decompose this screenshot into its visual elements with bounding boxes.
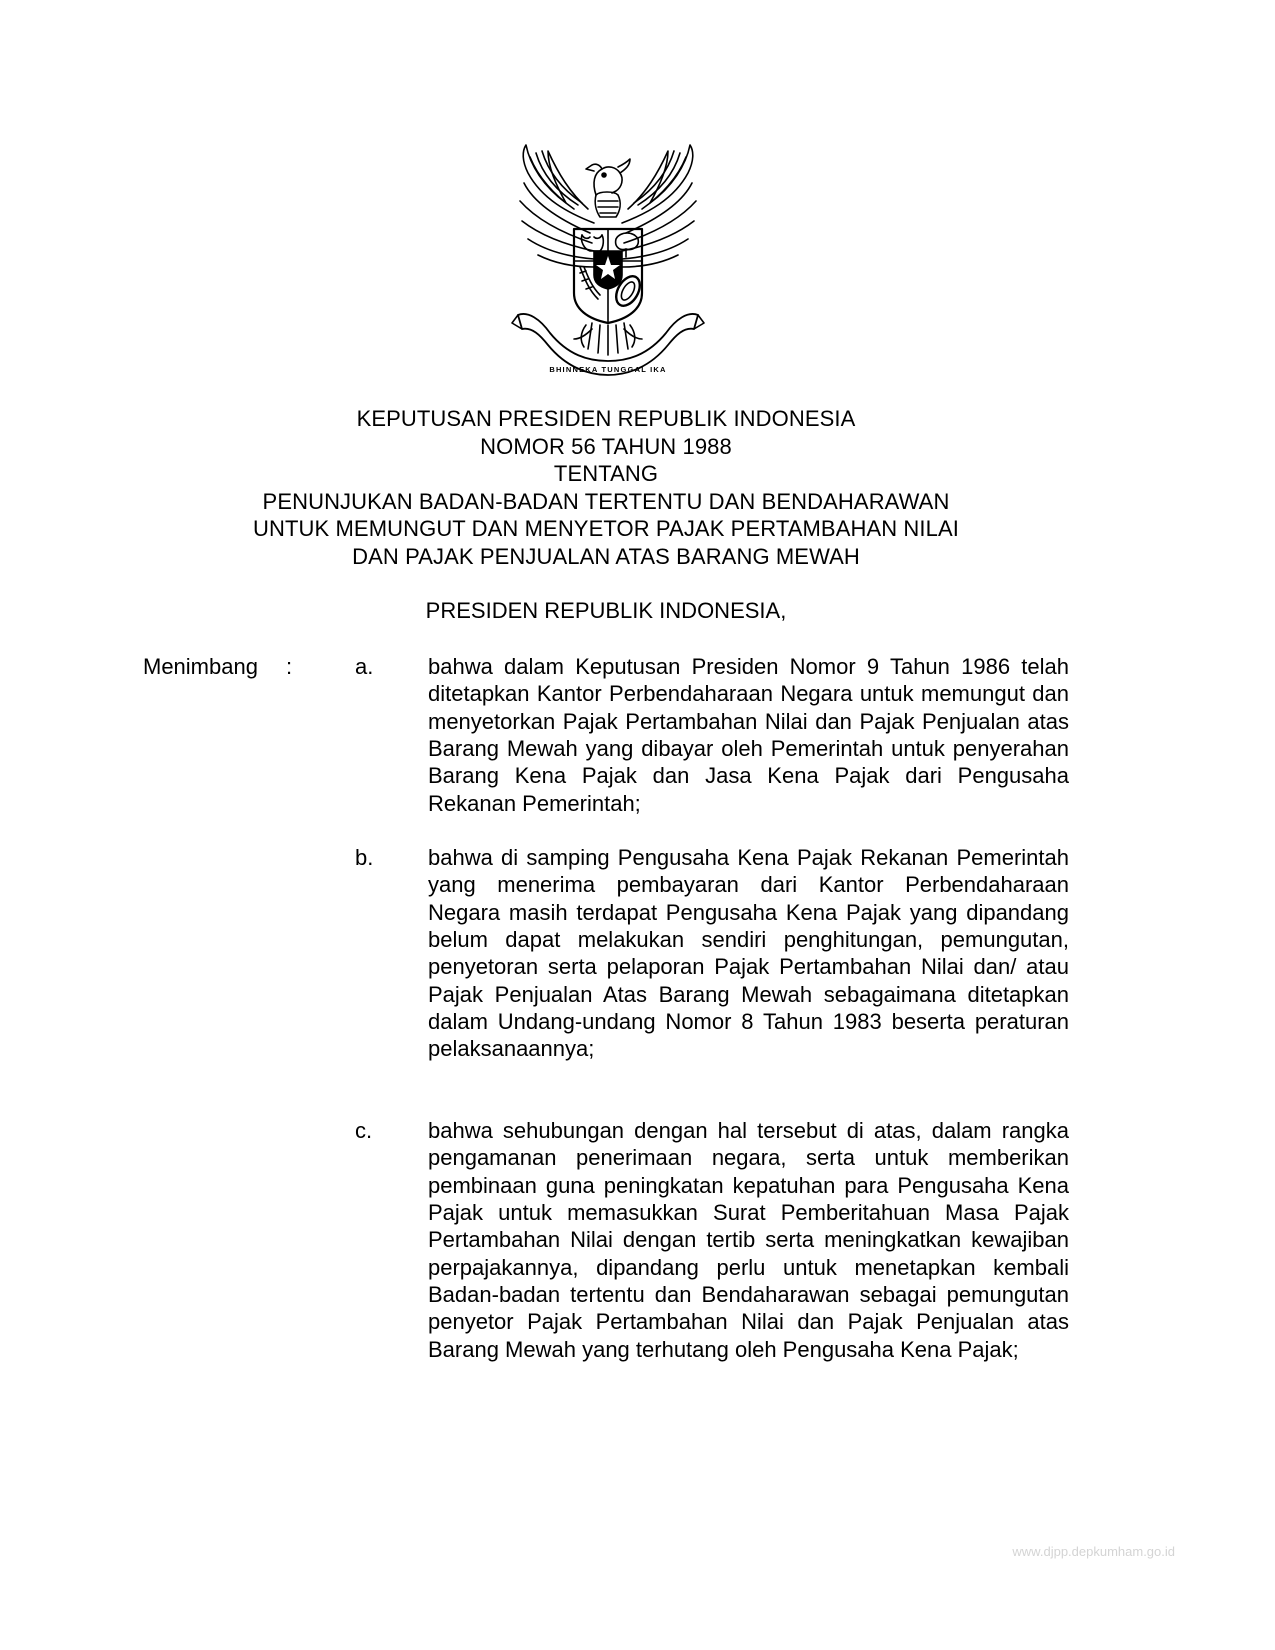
item-text: bahwa di samping Pengusaha Kena Pajak Rekanan Pemerintah yang menerima pembayaran dari Kantor Perbendaharaan Negara masih terdapat Pengusaha Kena Pajak yang dipandang belum dapat melakukan sendiri penghitungan, pemungutan, penyetoran serta pelaporan Pajak Pertambahan Nilai dan/ atau Pajak Penjualan Atas Barang Mewah sebagaimana ditetapkan dalam Undang-undang Nomor 8 Tahun 1983 beserta peraturan pelaksanaannya; [428, 845, 1069, 1062]
document-title [0, 405, 1212, 571]
emblem-motto: BHINNEKA TUNGGAL IKA [549, 365, 667, 374]
item-letter: b. [355, 845, 374, 870]
title-line-6: DAN PAJAK PENJUALAN ATAS BARANG MEWAH [352, 543, 860, 569]
item-letter: a. [355, 654, 374, 679]
garuda-pancasila-emblem [508, 143, 708, 383]
item-text: bahwa dalam Keputusan Presiden Nomor 9 Tahun 1986 telah ditetapkan Kantor Perbendaharaan Negara untuk memungut dan menyetorkan Pajak Pertambahan Nilai dan Pajak Penjualan atas Barang Mewah yang dibayar oleh Pemerintah untuk penyerahan Barang Kena Pajak dan Jasa Kena Pajak dari Pengusaha Rekanan Pemerintah; [428, 654, 1069, 816]
item-letter: c. [355, 1118, 373, 1143]
watermark-url: www.djpp.depkumham.go.id [1012, 1544, 1175, 1559]
title-line-5: UNTUK MEMUNGUT DAN MENYETOR PAJAK PERTAMBAHAN NILAI [253, 516, 959, 542]
title-line-1: KEPUTUSAN PRESIDEN REPUBLIK INDONESIA [356, 406, 856, 431]
president-heading: PRESIDEN REPUBLIK INDONESIA, [425, 598, 787, 623]
title-line-4: PENUNJUKAN BADAN-BADAN TERTENTU DAN BENDAHARAWAN [262, 488, 950, 514]
menimbang-colon: : [286, 654, 293, 679]
title-line-2: NOMOR 56 TAHUN 1988 [480, 433, 732, 459]
item-text: bahwa sehubungan dengan hal tersebut di atas, dalam rangka pengamanan penerimaan negara, serta untuk memberikan pembinaan guna peningkatan kepatuhan para Pengusaha Kena Pajak untuk memasukkan Surat Pemberitahuan Masa Pajak Pertambahan Nilai dengan tertib serta meningkatkan kewajiban perpajakannya, dipandang perlu untuk menetapkan kembali Badan-badan tertentu dan Bendaharawan sebagai pemungutan penyetor Pajak Pertambahan Nilai dan Pajak Penjualan atas Barang Mewah yang terhutang oleh Pengusaha Kena Pajak; [428, 1118, 1069, 1362]
title-line-3: TENTANG [553, 461, 659, 487]
menimbang-label: Menimbang [143, 654, 258, 679]
